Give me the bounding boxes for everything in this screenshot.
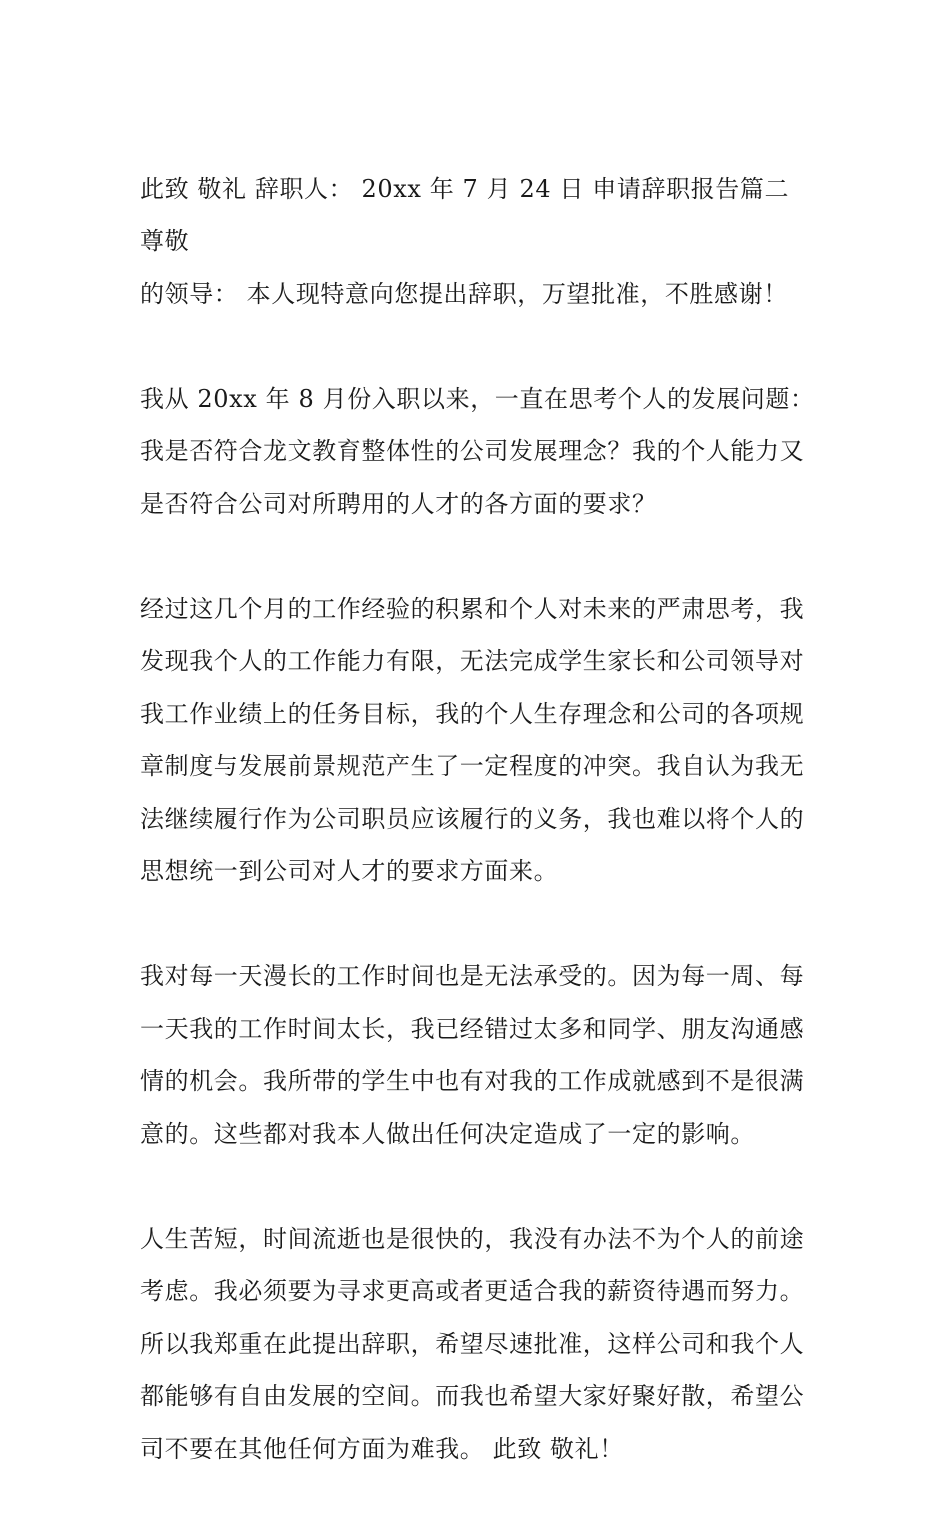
paragraph-5: 人生苦短，时间流逝也是很快的，我没有办法不为个人的前途 考虑。我必须要为寻求更高或者更适合我的薪资待遇而努力。 所以我郑重在此提出辞职，希望尽速批准，这样公司和我个人 都能够有自由发展的空间。而我也希望大家好聚好散，希望公 司不要在其他任何方面为难我。 此致 敬礼！	[140, 1224, 805, 1463]
paragraph-1: 此致 敬礼 辞职人： 20xx 年 7 月 24 日 申请辞职报告篇二 尊敬 的领导： 本人现特意向您提出辞职，万望批准，不胜感谢！	[140, 174, 790, 308]
paragraph-2: 我从 20xx 年 8 月份入职以来，一直在思考个人的发展问题： 我是否符合龙文教育整体性的公司发展理念？我的个人能力又 是否符合公司对所聘用的人才的各方面的要求？	[140, 384, 815, 518]
paragraph-4: 我对每一天漫长的工作时间也是无法承受的。因为每一周、每 一天我的工作时间太长，我已经错过太多和同学、朋友沟通感 情的机会。我所带的学生中也有对我的工作成就感到不是很满 意的。这些都对我本人做出任何决定造成了一定的影响。	[140, 962, 805, 1148]
document-body	[140, 110, 820, 1528]
paragraph-3: 经过这几个月的工作经验的积累和个人对未来的严肃思考，我 发现我个人的工作能力有限，无法完成学生家长和公司领导对 我工作业绩上的任务目标，我的个人生存理念和公司的各项规 章制度与发展前景规范产生了一定程度的冲突。我自认为我无 法继续履行作为公司职员应该履行的义务，我也难以将个人的 思想统一到公司对人才的要求方面来。	[140, 594, 805, 885]
